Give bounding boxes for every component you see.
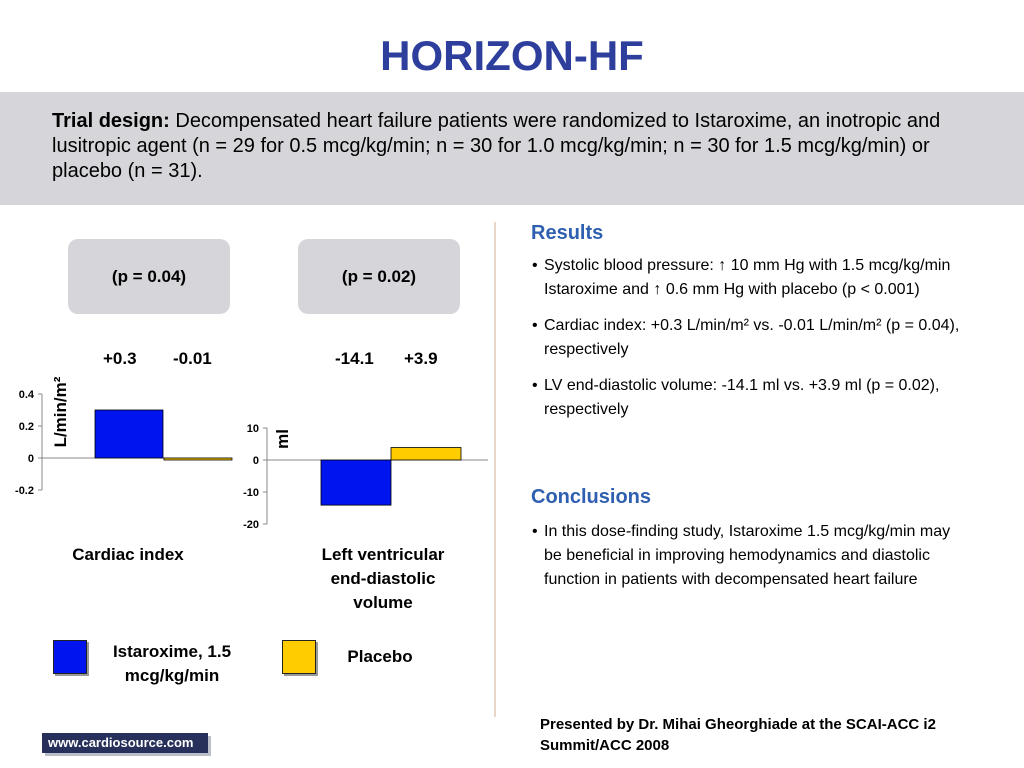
site-logo: www.cardiosource.com xyxy=(42,733,208,753)
results-item: • Systolic blood pressure: ↑ 10 mm Hg with 1.5 mcg/kg/min Istaroxime and ↑ 0.6 mm Hg with placebo (p < 0.001) xyxy=(531,254,961,302)
results-item: • Cardiac index: +0.3 L/min/m² vs. -0.01 L/min/m² (p = 0.04), respectively xyxy=(531,314,961,362)
lvedv-bar-istaroxime xyxy=(321,460,391,505)
cardiac-y-label: L/min/m² xyxy=(51,376,70,448)
trial-design-body: Decompensated heart failure patients were randomized to Istaroxime, an inotropic and lusitropic agent (n = 29 for 0.5 mcg/kg/min; n = 30 for 1.0 mcg/kg/min; n = 30 for 1.5 mcg/kg/min) or placebo (n = 31). xyxy=(52,110,941,182)
lvedv-bar-placebo xyxy=(391,448,461,460)
page-title: HORIZON-HF xyxy=(380,32,644,79)
chart-title-lvedv: Left ventricular end-diastolic volume xyxy=(321,545,445,612)
conclusions-heading: Conclusions xyxy=(531,486,652,508)
bar-label-cardiac-placebo: -0.01 xyxy=(173,349,212,368)
legend-label-placebo: Placebo xyxy=(347,647,413,666)
bar-label-lvedv-placebo: +3.9 xyxy=(404,349,438,368)
legend-label-istaroxime: Istaroxime, 1.5 mcg/kg/min xyxy=(112,642,232,685)
bar-label-cardiac-istaroxime: +0.3 xyxy=(103,349,137,368)
cardiac-index-chart xyxy=(0,360,250,510)
results-list xyxy=(531,254,961,434)
cardiac-tick-label: -0.2 xyxy=(15,485,34,497)
chart-title-cardiac-index: Cardiac index xyxy=(72,545,184,564)
results-heading: Results xyxy=(531,222,604,244)
cardiac-tick-label: 0 xyxy=(27,453,34,465)
lvedv-tick-label: 0 xyxy=(252,455,259,467)
bar-label-lvedv-istaroxime: -14.1 xyxy=(335,349,374,368)
trial-design-label: Trial design: xyxy=(52,110,170,132)
cardiac-bar-placebo xyxy=(164,458,232,460)
cardiac-tick-label: 0.4 xyxy=(18,389,34,401)
results-item: • LV end-diastolic volume: -14.1 ml vs. +3.9 ml (p = 0.02), respectively xyxy=(531,374,961,422)
lvedv-y-label: ml xyxy=(273,429,292,449)
cardiac-tick-label: 0.2 xyxy=(18,421,34,433)
lvedv-tick-label: -20 xyxy=(243,519,259,531)
lvedv-tick-label: -10 xyxy=(243,487,259,499)
cardiac-bar-istaroxime xyxy=(95,410,163,458)
column-divider xyxy=(494,222,496,717)
pvalue-box-lvedv: (p = 0.02) xyxy=(298,239,460,314)
legend-swatch-istaroxime xyxy=(53,640,87,674)
trial-design-text xyxy=(52,109,982,184)
legend-swatch-placebo xyxy=(282,640,316,674)
pvalue-box-cardiac-index: (p = 0.04) xyxy=(68,239,230,314)
presented-by: Presented by Dr. Mihai Gheorghiade at the SCAI-ACC i2 Summit/ACC 2008 xyxy=(540,716,936,754)
lvedv-tick-label: 10 xyxy=(246,423,259,435)
conclusions-item: • In this dose-finding study, Istaroxime 1.5 mcg/kg/min may be beneficial in improving hemodynamics and diastolic function in patients with decompensated heart failure xyxy=(531,520,961,592)
conclusions-list xyxy=(531,520,961,604)
lvedv-chart xyxy=(230,415,500,535)
